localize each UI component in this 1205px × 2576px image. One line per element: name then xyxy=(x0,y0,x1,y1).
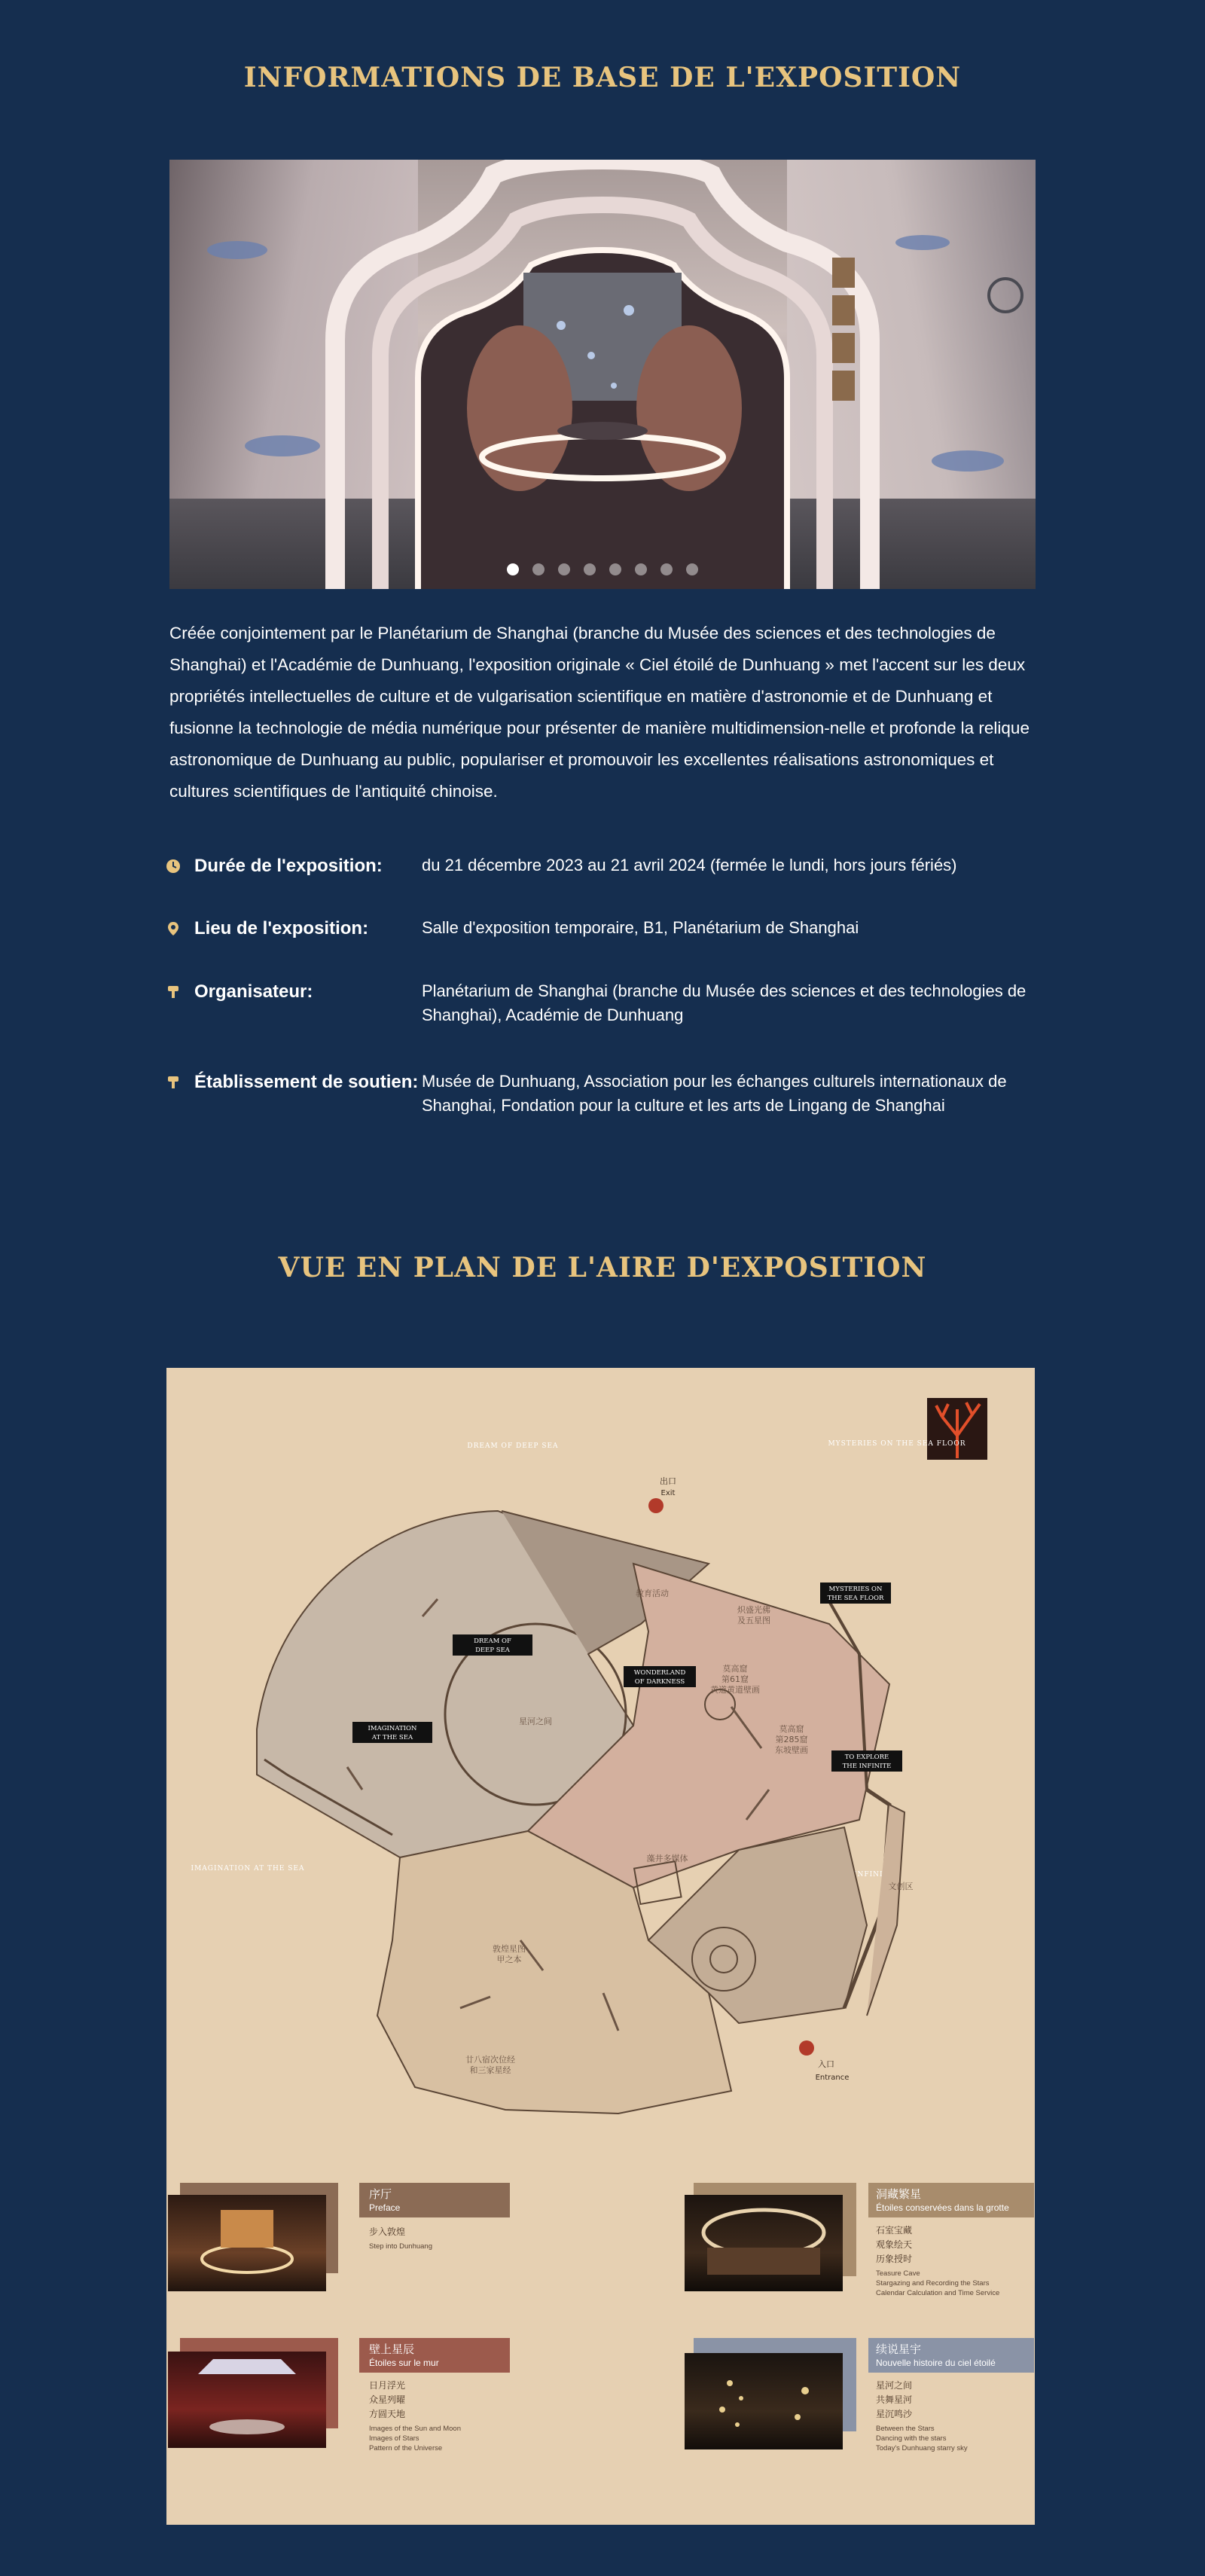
svg-text:THE SEA FLOOR: THE SEA FLOOR xyxy=(827,1595,884,1602)
clock-icon xyxy=(166,859,181,874)
info-label: Lieu de l'exposition: xyxy=(194,918,369,939)
organizer-icon xyxy=(166,984,181,1000)
legend-line: 星沉鸣沙 xyxy=(876,2409,913,2419)
info-row-organizer xyxy=(166,982,1039,1027)
svg-text:廿八宿次位经: 廿八宿次位经 xyxy=(465,2055,515,2065)
legend-en-line: Pattern of the Universe xyxy=(369,2444,443,2452)
info-row-duration xyxy=(166,856,1039,877)
svg-text:第285窟: 第285窟 xyxy=(775,1735,808,1744)
svg-text:IMAGINATION: IMAGINATION xyxy=(368,1725,417,1732)
legend-line: 众星列曜 xyxy=(369,2394,406,2405)
info-label: Établissement de soutien: xyxy=(194,1072,419,1092)
legend-zh-title: 序厅 xyxy=(369,2187,392,2201)
svg-text:和三家星经: 和三家星经 xyxy=(469,2065,511,2075)
legend-en-line: Images of the Sun and Moon xyxy=(369,2425,461,2433)
svg-text:敦煌星图: 敦煌星图 xyxy=(493,1944,526,1954)
organizer-icon xyxy=(166,1075,181,1090)
exhibition-intro-text: Créée conjointement par le Planétarium de Shanghai (branche du Musée des sciences et des technologies de Shanghai) et l'Académie de Dunhuang, l'exposition originale « Ciel étoilé de Dunhuang » met l'accent sur les deux propriétés intellectuelles de culture et de vulgarisation scientifique en matière d'astronomie et de Dunhuang et fusionne la technologie de média numérique pour présenter de manière multidimension-nelle et profonde la relique astronomique de Dunhuang au public, populariser et promouvoir les excellentes réalisations astronomiques et cultures scientifiques de l'antiquité chinoise. xyxy=(169,624,1030,801)
legend-line: 星河之间 xyxy=(876,2380,913,2391)
floor-plan xyxy=(166,1368,1035,2525)
carousel-dot[interactable] xyxy=(558,563,570,575)
entrance-arch-illustration xyxy=(169,160,1036,589)
legend-en-line: Between the Stars xyxy=(876,2425,935,2433)
legend-line: 方圆天地 xyxy=(369,2409,406,2419)
carousel-dot[interactable] xyxy=(660,563,673,575)
room-activity: 教育活动 xyxy=(636,1589,669,1598)
legend-line: 日月浮光 xyxy=(369,2380,406,2391)
svg-text:甲之本: 甲之本 xyxy=(496,1955,522,1964)
info-value: Salle d'exposition temporaire, B1, Planétarium de Shanghai xyxy=(422,918,859,937)
preface-photo xyxy=(168,2195,326,2291)
carousel-dot[interactable] xyxy=(686,563,698,575)
svg-text:莫高窟: 莫高窟 xyxy=(722,1664,748,1674)
svg-text:OF DARKNESS: OF DARKNESS xyxy=(634,1678,685,1686)
info-row-supporters xyxy=(166,1073,1039,1118)
legend-en-line: Step into Dunhuang xyxy=(369,2242,432,2251)
info-value: Musée de Dunhuang, Association pour les échanges culturels internationaux de Shanghai, Fondation pour la culture et les arts de Lingang de Shanghai xyxy=(422,1072,1007,1115)
legend-line: 石室宝藏 xyxy=(876,2225,913,2236)
section-title-floor-plan: VUE EN PLAN DE L'AIRE D'EXPOSITION xyxy=(278,1252,927,1283)
legend-line: 历象授时 xyxy=(876,2254,913,2264)
legend-line: 观象绘天 xyxy=(876,2239,913,2250)
svg-text:DEEP SEA: DEEP SEA xyxy=(475,1647,510,1654)
legend-en-line: Stargazing and Recording the Stars xyxy=(876,2279,990,2288)
exhibition-photo-carousel[interactable] xyxy=(169,160,1036,589)
exit-marker xyxy=(648,1498,664,1513)
info-value: du 21 décembre 2023 au 21 avril 2024 (fermée le lundi, hors jours fériés) xyxy=(422,856,957,874)
svg-text:第61窟: 第61窟 xyxy=(721,1674,749,1684)
legend-line: 步入敦煌 xyxy=(369,2227,406,2237)
legend-starry-story xyxy=(694,2338,1035,2489)
legend-preface xyxy=(166,2183,513,2318)
room-shop: 文创区 xyxy=(888,1882,914,1891)
info-row-location xyxy=(166,919,1039,940)
room-media: 藻井多媒体 xyxy=(646,1854,688,1863)
svg-text:TO EXPLORE: TO EXPLORE xyxy=(844,1753,889,1761)
plan-label-dream: DREAM OF DEEP SEA xyxy=(467,1442,559,1450)
svg-text:AT THE SEA: AT THE SEA xyxy=(371,1734,413,1741)
legend-wall-stars xyxy=(166,2338,513,2489)
carousel-dot[interactable] xyxy=(584,563,596,575)
svg-text:及五星图: 及五星图 xyxy=(737,1616,770,1625)
location-pin-icon xyxy=(166,921,181,936)
plan-label-mysteries: MYSTERIES ON THE SEA FLOOR xyxy=(828,1440,966,1448)
svg-text:炽盛光佛: 炽盛光佛 xyxy=(737,1605,770,1615)
entrance-marker xyxy=(799,2040,814,2056)
svg-text:THE INFINITE: THE INFINITE xyxy=(842,1763,892,1770)
legend-en-line: Dancing with the stars xyxy=(876,2434,947,2443)
info-label: Organisateur: xyxy=(194,981,313,1002)
plan-label-explore: INFINITE xyxy=(853,1871,895,1879)
starry-story-photo xyxy=(685,2353,843,2449)
info-label: Durée de l'exposition: xyxy=(194,856,383,876)
legend-zh-title: 壁上星辰 xyxy=(369,2343,415,2356)
legend-en-line: Teasure Cave xyxy=(876,2269,920,2278)
legend-en-line: Calendar Calculation and Time Service xyxy=(876,2289,1000,2297)
section-title-basic-info: INFORMATIONS DE BASE DE L'EXPOSITION xyxy=(243,62,962,93)
svg-text:东坡壁画: 东坡壁画 xyxy=(775,1745,808,1755)
legend-fr-title: Nouvelle histoire du ciel étoilé xyxy=(876,2358,996,2368)
carousel-dots[interactable] xyxy=(169,563,1036,575)
legend-zh-title: 洞藏繁星 xyxy=(876,2187,922,2201)
svg-text:WONDERLAND: WONDERLAND xyxy=(633,1669,686,1677)
legend-zh-title: 续说星宇 xyxy=(876,2343,922,2356)
wall-stars-photo xyxy=(168,2352,326,2448)
svg-text:黄道黄道壁画: 黄道黄道壁画 xyxy=(710,1685,760,1695)
entrance-label-en: Entrance xyxy=(815,2074,850,2082)
svg-text:DREAM OF: DREAM OF xyxy=(474,1637,511,1645)
exit-label-en: Exit xyxy=(660,1489,676,1497)
svg-text:MYSTERIES ON: MYSTERIES ON xyxy=(828,1586,883,1593)
carousel-dot[interactable] xyxy=(635,563,647,575)
info-value: Planétarium de Shanghai (branche du Musée des sciences et des technologies de Shanghai), Académie de Dunhuang xyxy=(422,981,1027,1024)
plan-label-imagination: IMAGINATION AT THE SEA xyxy=(191,1865,305,1872)
carousel-dot[interactable] xyxy=(609,563,621,575)
svg-text:莫高窟: 莫高窟 xyxy=(779,1724,804,1734)
legend-fr-title: Preface xyxy=(369,2202,401,2213)
legend-fr-title: Étoiles sur le mur xyxy=(369,2358,439,2368)
legend-en-line: Today's Dunhuang starry sky xyxy=(876,2444,968,2452)
carousel-dot[interactable] xyxy=(507,563,519,575)
legend-grotto-stars xyxy=(694,2183,1035,2318)
entrance-label-zh: 入口 xyxy=(818,2059,834,2069)
carousel-dot[interactable] xyxy=(532,563,545,575)
legend-fr-title: Étoiles conservées dans la grotte xyxy=(876,2202,1009,2213)
exit-label-zh: 出口 xyxy=(660,1476,676,1486)
grotto-stars-photo xyxy=(685,2195,843,2291)
legend-en-line: Images of Stars xyxy=(369,2434,419,2443)
room-river: 星河之间 xyxy=(519,1717,552,1726)
legend-line: 共舞星河 xyxy=(876,2394,913,2405)
